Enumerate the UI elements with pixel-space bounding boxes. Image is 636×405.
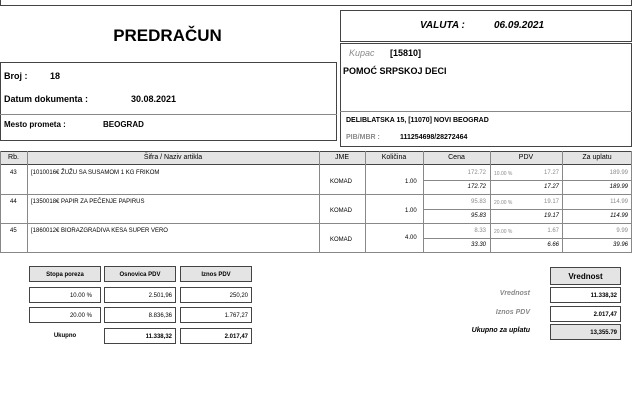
- kupac-code: [15810]: [390, 48, 422, 58]
- row-pdv-unit: 1.67: [547, 228, 559, 234]
- row-za-unit: 114.99: [610, 199, 628, 205]
- tax-stopa: 20.00 %: [29, 307, 101, 323]
- broj-label: Broj :: [4, 71, 28, 81]
- mesto-label: Mesto prometa :: [4, 120, 66, 129]
- row-za-unit: 189.99: [609, 170, 628, 176]
- tax-total-iznos: 2.017,47: [180, 328, 252, 344]
- tax-iznos: 1.767,27: [180, 307, 252, 323]
- col-header-jme: JME: [335, 154, 349, 161]
- document-title: PREDRAČUN: [113, 26, 222, 45]
- row-cena-total: 172.72: [467, 184, 486, 190]
- row-cena-unit: 8.33: [474, 228, 486, 234]
- row-pdv-rate: 20.00 %: [494, 229, 513, 235]
- valuta-value: 06.09.2021: [494, 20, 545, 31]
- row-cena-unit: 95.83: [470, 199, 486, 205]
- datum-value: 30.08.2021: [131, 94, 177, 104]
- col-header-za-uplatu: Za uplatu: [582, 154, 612, 161]
- row-subdivider: [423, 180, 632, 181]
- col-header-pdv: PDV: [518, 154, 534, 161]
- row-qty: 1.00: [405, 208, 417, 214]
- valuta-label: VALUTA :: [420, 20, 465, 31]
- row-name: [1350018€ PAPIR ZA PEČENJE PAPIRUS: [31, 199, 145, 205]
- tax-header-stopa: Stopa poreza: [29, 266, 101, 282]
- summary-header: Vrednost: [550, 267, 621, 285]
- row-rb: 45: [10, 228, 17, 234]
- tax-header-iznos: Iznos PDV: [180, 266, 252, 282]
- row-cena-unit: 172.72: [467, 170, 486, 176]
- top-border: [0, 0, 632, 6]
- row-name: [1010016€ ŽUŽU SA SUSAMOM 1 KG FRIKOM: [31, 170, 160, 176]
- summary-vrednost-value: 11.338,32: [550, 287, 621, 303]
- row-jme: KOMAD: [330, 208, 353, 214]
- kupac-box: [340, 43, 632, 147]
- row-pdv-total: 6.66: [547, 242, 559, 248]
- row-qty: 4.00: [405, 235, 417, 241]
- col-header-naziv: Šifra / Naziv artikla: [143, 154, 203, 161]
- kupac-label: Kupac: [349, 48, 375, 58]
- col-header-cena: Cena: [448, 154, 465, 161]
- row-pdv-rate: 20.00 %: [494, 200, 513, 206]
- broj-value: 18: [50, 71, 61, 81]
- row-za-total: 114.99: [610, 213, 628, 219]
- row-pdv-total: 17.27: [543, 184, 559, 190]
- row-rb: 44: [10, 199, 17, 205]
- pib-value: 111254698/28272464: [400, 134, 468, 141]
- tax-stopa: 10.00 %: [29, 287, 101, 303]
- row-za-total: 39.96: [612, 242, 628, 248]
- row-pdv-unit: 19.17: [543, 199, 559, 205]
- row-jme: KOMAD: [330, 237, 353, 243]
- info-divider: [0, 114, 337, 115]
- row-subdivider: [423, 209, 632, 210]
- row-cena-total: 33.30: [470, 242, 486, 248]
- tax-header-osnovica: Osnovica PDV: [104, 266, 176, 282]
- row-cena-total: 95.83: [470, 213, 486, 219]
- row-za-unit: 9.99: [616, 228, 628, 234]
- row-subdivider: [423, 238, 632, 239]
- row-pdv-unit: 17.27: [543, 170, 559, 176]
- tax-total-label: Ukupno: [53, 333, 77, 339]
- kupac-divider: [340, 111, 632, 112]
- datum-label: Datum dokumenta :: [4, 94, 89, 104]
- pib-label: PIB/MBR :: [346, 134, 380, 141]
- kupac-name: POMOĆ SRPSKOJ DECI: [343, 66, 447, 76]
- row-name: [1860012€ BIORAZGRADIVA KESA SUPER VERO: [31, 228, 168, 234]
- valuta-box: [340, 10, 632, 42]
- summary-ukupno-value: 13,355.79: [550, 324, 621, 340]
- row-jme: KOMAD: [330, 179, 353, 185]
- col-header-rb: Rb.: [8, 154, 19, 161]
- tax-iznos: 250,20: [180, 287, 252, 303]
- row-rb: 43: [10, 170, 17, 176]
- summary-iznos-value: 2.017,47: [550, 306, 621, 322]
- tax-osnovica: 8.836,36: [104, 307, 176, 323]
- row-pdv-total: 19.17: [543, 213, 559, 219]
- row-pdv-rate: 10.00 %: [494, 171, 513, 177]
- row-qty: 1.00: [405, 179, 417, 185]
- mesto-value: BEOGRAD: [103, 120, 144, 129]
- row-divider: [0, 252, 632, 253]
- kupac-address: DELIBLATSKA 15, [11070] NOVI BEOGRAD: [346, 117, 489, 124]
- tax-total-osnovica: 11.338,32: [104, 328, 176, 344]
- summary-iznos-label: Iznos PDV: [495, 309, 530, 316]
- col-header-kolicina: Količina: [381, 154, 407, 161]
- row-za-total: 189.99: [609, 184, 628, 190]
- tax-osnovica: 2.501,96: [104, 287, 176, 303]
- summary-vrednost-label: Vrednost: [499, 290, 530, 297]
- summary-ukupno-label: Ukupno za uplatu: [471, 327, 530, 334]
